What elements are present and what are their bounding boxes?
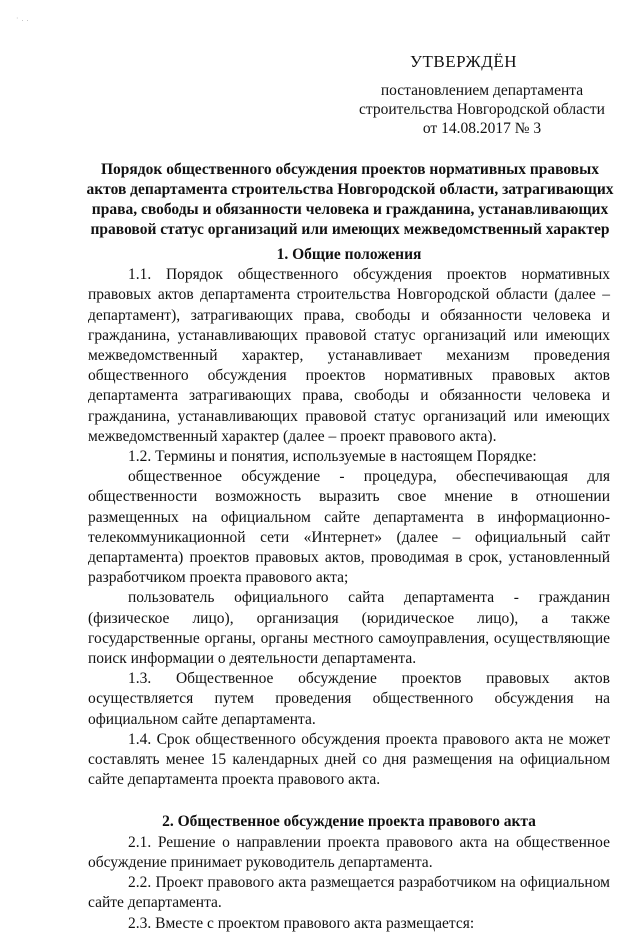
approval-block (352, 52, 612, 138)
section-1-heading: 1. Общие положения (276, 246, 422, 263)
paragraph-1-2-definition-user: пользователь официального сайта департамента - гражданин (физическое лицо), организация (юридическое лицо), а также государственные органы, органы местного самоуправления, осуществляющие поиск информации о деятельности департамента. (88, 589, 610, 668)
paragraph-1-4: 1.4. Срок общественного обсуждения проекта правового акта не может составлять менее 15 календарных дней со дня размещения на официальном сайте департамента проекта правового акта. (88, 730, 610, 789)
scan-artifact-mark: · . . (16, 14, 29, 23)
paragraph-1-3: 1.3. Общественное обсуждение проектов правовых актов осуществляется путем проведения общественного обсуждения на официальном сайте департамента. (88, 670, 610, 728)
approval-line-2: строительства Новгородской области (359, 101, 605, 118)
paragraph-1-2-definition-discussion: общественное обсуждение - процедура, обеспечивающая для общественности возможность выразить свое мнение в отношении размещенных на официальном сайте департамента в информационно-телекоммуникационной сети «Интернет» (далее – официальный сайт департамента) проектов правовых актов, проводимая в срок, установленный разработчиком проекта правового акта; (88, 468, 610, 587)
approval-line-3: от 14.08.2017 № 3 (422, 120, 542, 137)
document-title: Порядок общественного обсуждения проектов нормативных правовых актов департамента строительства Новгородской области, затрагивающих права, свободы и обязанности человека и гражданина, устанавливающих правовой статус организаций или имеющих межведомственный характер (86, 161, 614, 238)
document-body (88, 245, 610, 934)
paragraph-2-2: 2.2. Проект правового акта размещается разработчиком на официальном сайте департамента. (88, 874, 610, 912)
paragraph-1-2: 1.2. Термины и понятия, используемые в настоящем Порядке: (128, 448, 537, 466)
approval-line-1: постановлением департамента (380, 82, 584, 99)
paragraph-1-1: 1.1. Порядок общественного обсуждения проектов нормативных правовых актов департамента строительства Новгородской области (далее – департамент), затрагивающих права, свободы и обязанности человека и гражданина, устанавливающих правовой статус организаций или имеющих межведомственный характер, устанавливает механизм проведения общественного обсуждения проектов нормативных правовых актов департамента затрагивающих права, свободы и обязанности человека и гражданина, устанавливающих правовой статус организаций или имеющих межведомственный характер (далее – проект правового акта). (88, 266, 610, 445)
paragraph-2-3: 2.3. Вместе с проектом правового акта размещается: (128, 914, 475, 932)
approval-heading: УТВЕРЖДЁН (410, 52, 517, 71)
section-2-heading: 2. Общественное обсуждение проекта правового акта (162, 813, 536, 831)
paragraph-2-1: 2.1. Решение о направлении проекта правового акта на общественное обсуждение принимает руководитель департамента. (88, 833, 610, 871)
section-gap (88, 790, 610, 812)
